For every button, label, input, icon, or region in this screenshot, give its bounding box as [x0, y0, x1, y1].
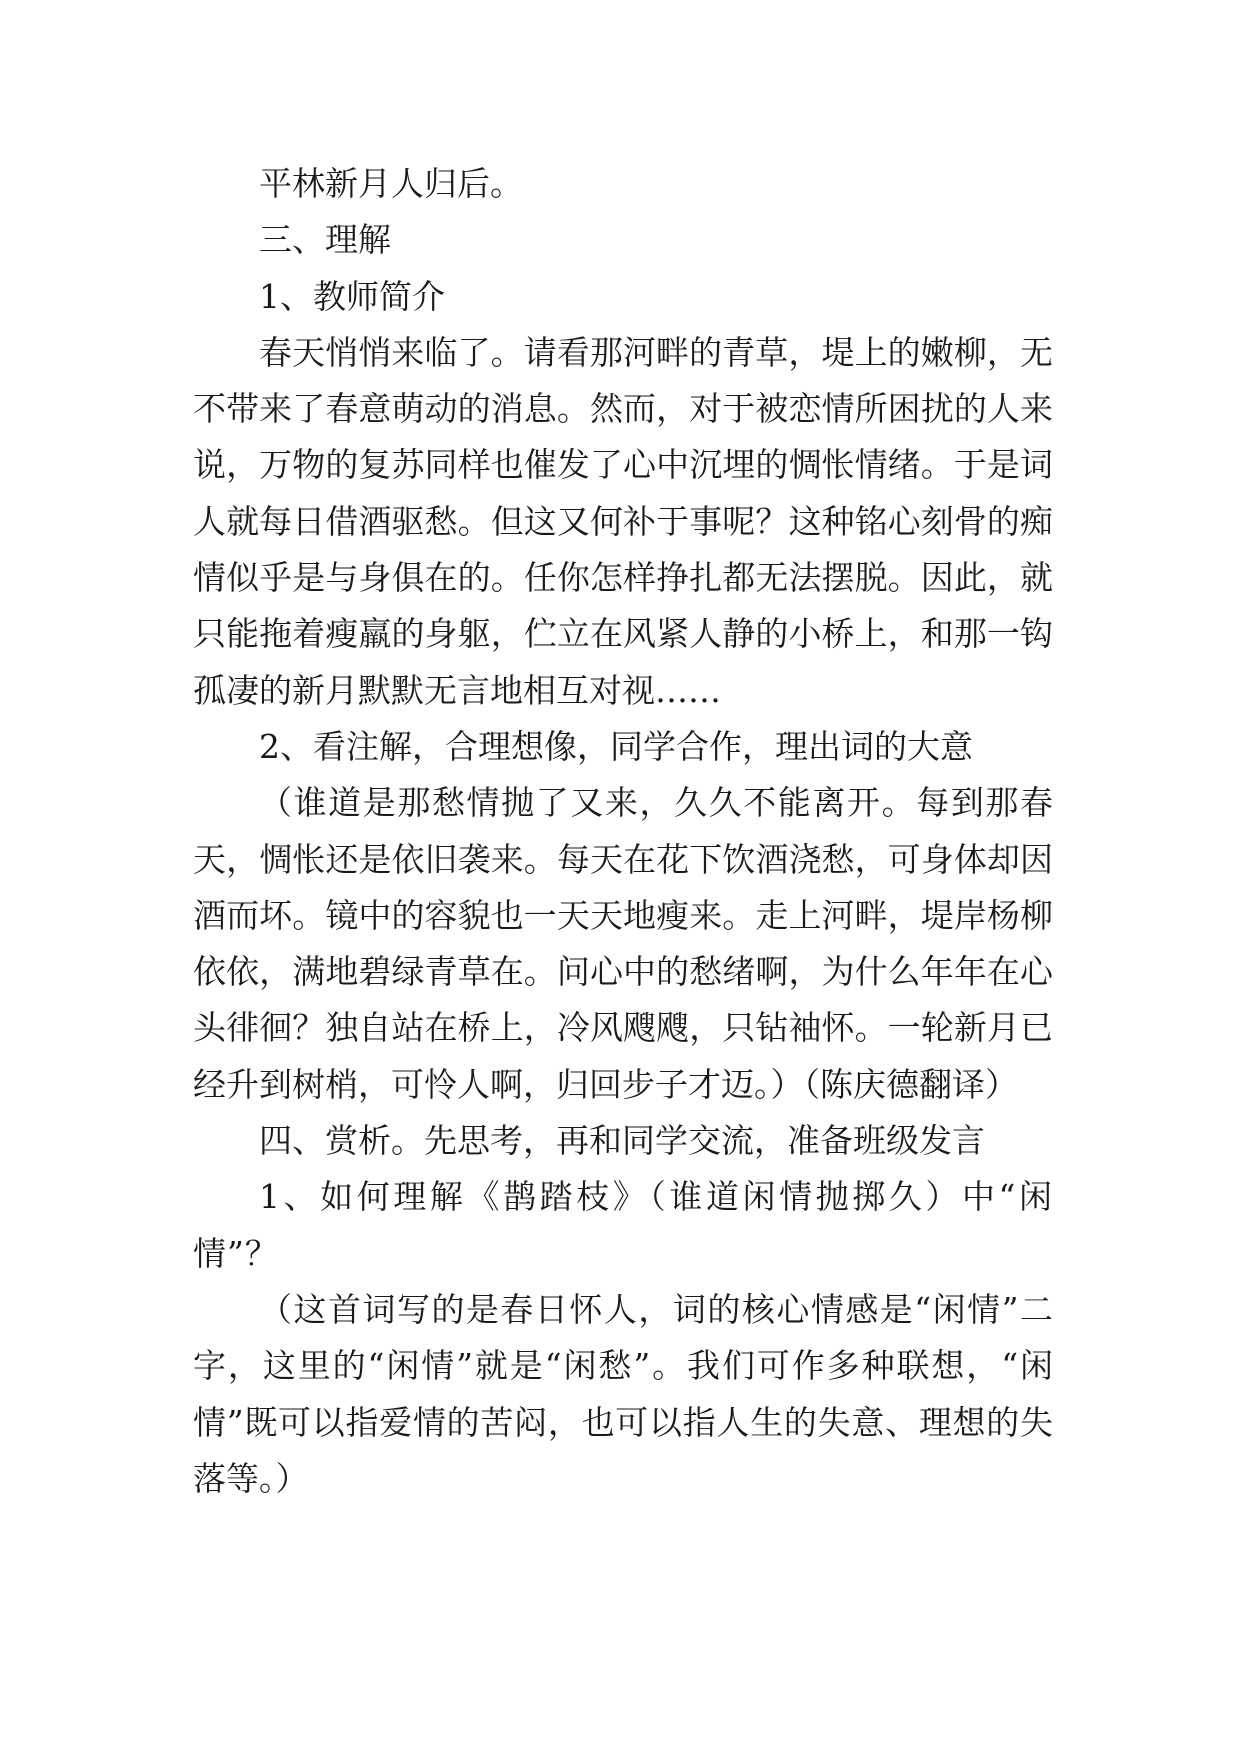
document-body [193, 156, 1053, 1507]
section-heading-appreciation: 四、赏析。先思考，再和同学交流，准备班级发言 [259, 1121, 985, 1161]
question-1: 1、如何理解《鹊踏枝》（谁道闲情抛掷久）中“闲情”？ [193, 1177, 1053, 1273]
subheading-teacher-intro: 1、教师简介 [259, 276, 445, 316]
answer-1: （这首词写的是春日怀人，词的核心情感是“闲情”二字，这里的“闲情”就是“闲愁”。我们可作多种联想，“闲情”既可以指爱情的苦闷，也可以指人生的失意、理想的失落等。） [193, 1289, 1053, 1498]
poem-line: 平林新月人归后。 [259, 164, 523, 203]
section-heading-understanding: 三、理解 [259, 220, 391, 260]
paragraph-translation: （谁道是那愁情抛了又来，久久不能离开。每到那春天，惆怅还是依旧袭来。每天在花下饮酒浇愁，可身体却因酒而坏。镜中的容貌也一天天地瘦来。走上河畔，堤岸杨柳依依，满地碧绿青草在。问心中的愁绪啊，为什么年年在心头徘徊？独自站在桥上，冷风飕飕，只钻袖怀。一轮新月已经升到树梢，可怜人啊，归回步子才迈。）（陈庆德翻译） [193, 783, 1053, 1104]
paragraph-teacher-intro: 春天悄悄来临了。请看那河畔的青草，堤上的嫩柳，无不带来了春意萌动的消息。然而，对于被恋情所困扰的人来说，万物的复苏同样也催发了心中沉埋的惆怅情绪。于是词人就每日借酒驱愁。但这又何补于事呢？这种铭心刻骨的痴情似乎是与身俱在的。任你怎样挣扎都无法摆脱。因此，就只能拖着瘦羸的身躯，伫立在风紧人静的小桥上，和那一钩孤凄的新月默默无言地相互对视…… [193, 332, 1053, 710]
subheading-annotation-task: 2、看注解，合理想像，同学合作，理出词的大意 [259, 726, 973, 766]
